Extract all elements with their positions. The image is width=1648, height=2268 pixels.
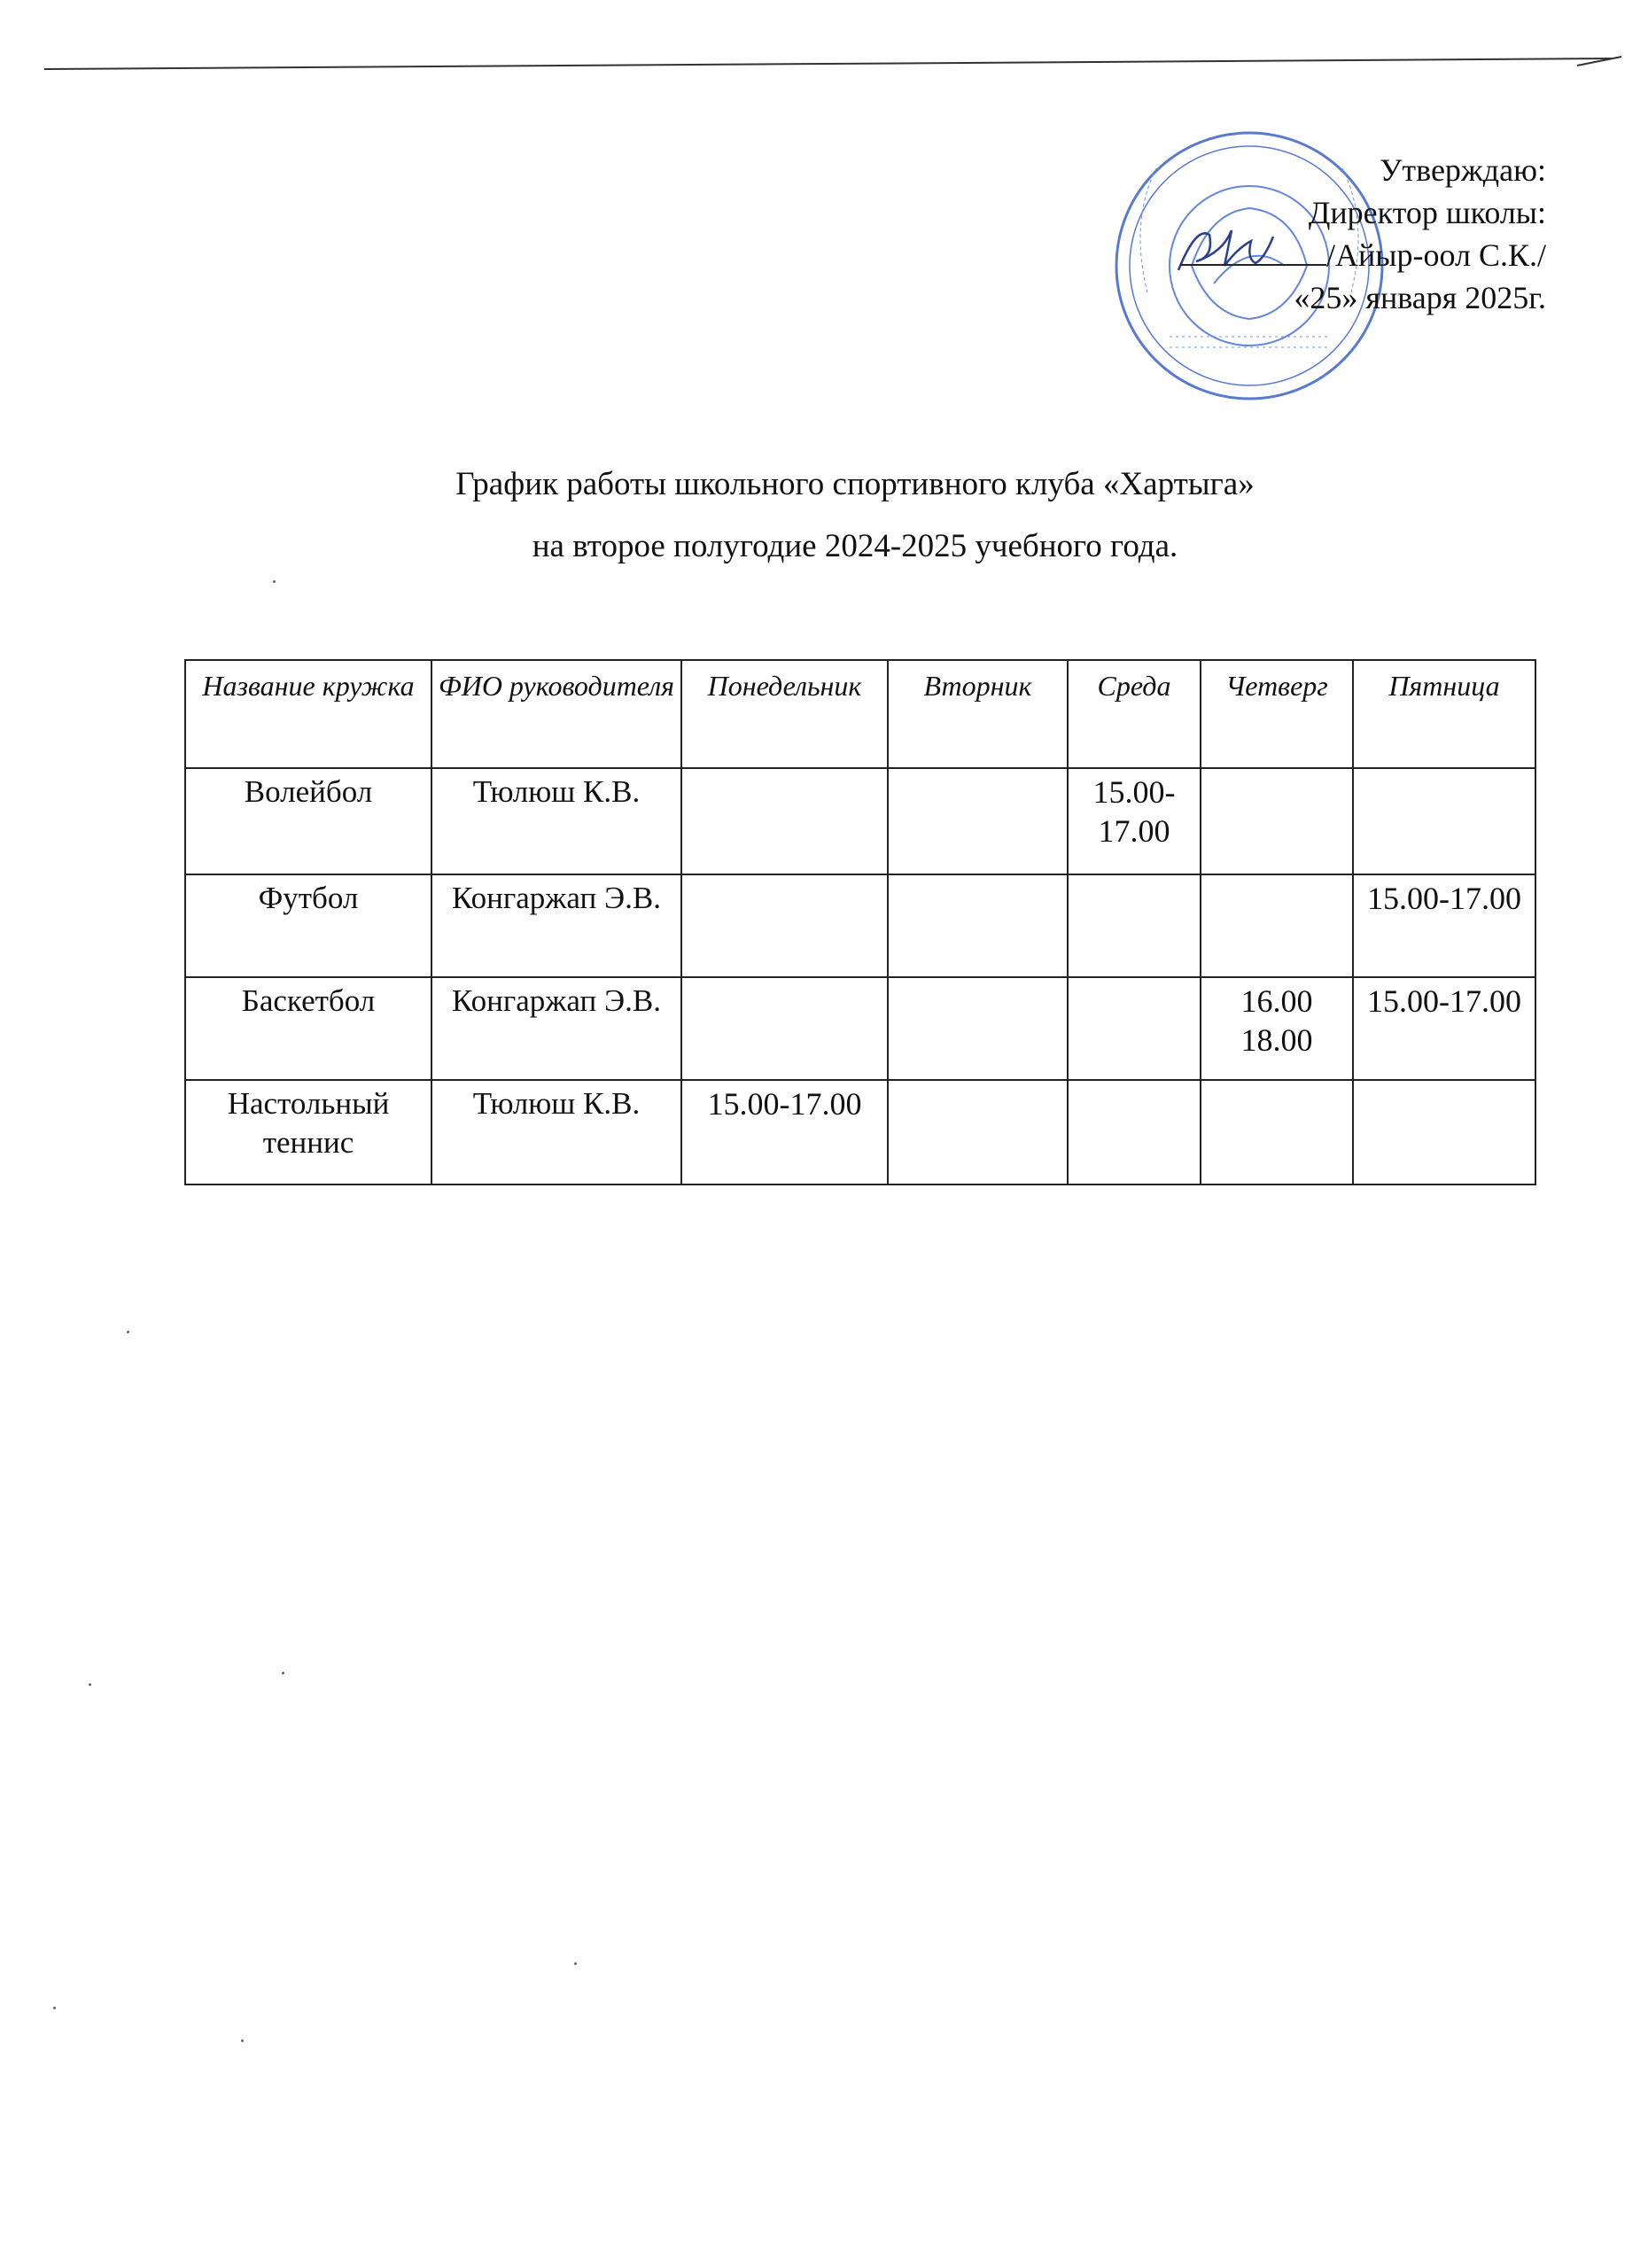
tuesday-time bbox=[888, 1080, 1068, 1184]
table-row bbox=[185, 874, 1535, 977]
scan-speck bbox=[53, 2007, 56, 2009]
leader-name: Тюлюш К.В. bbox=[431, 1080, 681, 1184]
header-wednesday: Среда bbox=[1068, 660, 1201, 768]
page-top-edge bbox=[0, 0, 1648, 80]
leader-name: Тюлюш К.В. bbox=[431, 768, 681, 874]
leader-name: Конгаржап Э.В. bbox=[431, 977, 681, 1080]
schedule-table bbox=[184, 659, 1536, 1185]
tuesday-time bbox=[888, 874, 1068, 977]
friday-time bbox=[1353, 768, 1535, 874]
director-name-line bbox=[1180, 234, 1546, 276]
club-name: Баскетбол bbox=[185, 977, 431, 1080]
scan-speck bbox=[89, 1683, 91, 1686]
friday-time bbox=[1353, 1080, 1535, 1184]
scan-speck bbox=[282, 1672, 284, 1674]
header-thursday: Четверг bbox=[1201, 660, 1353, 768]
wednesday-time bbox=[1068, 874, 1201, 977]
thursday-time bbox=[1201, 768, 1353, 874]
header-friday: Пятница bbox=[1353, 660, 1535, 768]
header-leader-name: ФИО руководителя bbox=[431, 660, 681, 768]
approval-date: «25» января 2025г. bbox=[1294, 280, 1546, 315]
document-title: График работы школьного спортивного клуба «Хартыга» bbox=[455, 466, 1255, 502]
monday-time bbox=[681, 768, 888, 874]
thursday-time bbox=[1201, 874, 1353, 977]
approval-block bbox=[1180, 149, 1546, 319]
tuesday-time bbox=[888, 977, 1068, 1080]
wednesday-time: 15.00-17.00 bbox=[1068, 768, 1201, 874]
wednesday-time bbox=[1068, 977, 1201, 1080]
header-monday: Понедельник bbox=[681, 660, 888, 768]
director-name: /Айыр-оол С.К./ bbox=[1326, 237, 1546, 273]
scan-speck bbox=[127, 1331, 129, 1333]
thursday-time bbox=[1201, 1080, 1353, 1184]
monday-time bbox=[681, 977, 888, 1080]
header-tuesday: Вторник bbox=[888, 660, 1068, 768]
header-club-name: Название кружка bbox=[185, 660, 431, 768]
tuesday-time bbox=[888, 768, 1068, 874]
club-name: Настольный теннис bbox=[185, 1080, 431, 1184]
club-name: Волейбол bbox=[185, 768, 431, 874]
monday-time bbox=[681, 874, 888, 977]
club-name: Футбол bbox=[185, 874, 431, 977]
leader-name: Конгаржап Э.В. bbox=[431, 874, 681, 977]
friday-time: 15.00-17.00 bbox=[1353, 874, 1535, 977]
scan-speck bbox=[241, 2039, 244, 2042]
scan-speck bbox=[574, 1962, 577, 1965]
table-header-row bbox=[185, 660, 1535, 768]
table-row bbox=[185, 768, 1535, 874]
table-row bbox=[185, 977, 1535, 1080]
scan-speck bbox=[273, 580, 276, 583]
document-subtitle: на второе полугодие 2024-2025 учебного года. bbox=[532, 528, 1178, 564]
monday-time: 15.00-17.00 bbox=[681, 1080, 888, 1184]
wednesday-time bbox=[1068, 1080, 1201, 1184]
friday-time: 15.00-17.00 bbox=[1353, 977, 1535, 1080]
director-title: Директор школы: bbox=[1308, 195, 1546, 230]
approval-heading: Утверждаю: bbox=[1379, 152, 1546, 188]
thursday-time: 16.00 18.00 bbox=[1201, 977, 1353, 1080]
table-row bbox=[185, 1080, 1535, 1184]
signature-line bbox=[1180, 239, 1326, 266]
